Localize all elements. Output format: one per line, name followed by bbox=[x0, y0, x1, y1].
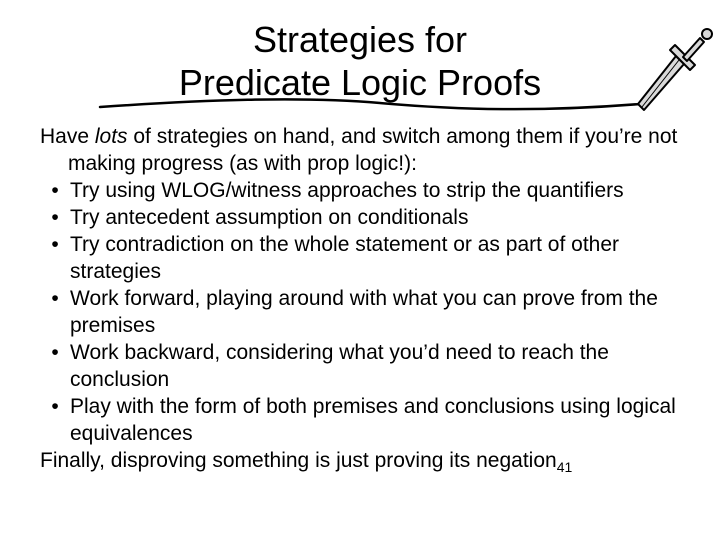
intro-text-start: Have bbox=[40, 125, 95, 148]
list-item bbox=[40, 231, 690, 285]
closing-paragraph bbox=[40, 447, 690, 481]
list-item-text: Try antecedent assumption on conditionals bbox=[70, 206, 469, 229]
closing-text: Finally, disproving something is just proving its negation bbox=[40, 449, 557, 472]
intro-text-end: of strategies on hand, and switch among them if you’re not making progress (as with prop logic!): bbox=[68, 125, 678, 175]
list-item bbox=[40, 393, 690, 447]
list-item bbox=[40, 339, 690, 393]
bullet-icon: • bbox=[51, 233, 59, 256]
bullet-icon: • bbox=[51, 395, 59, 418]
list-item bbox=[40, 285, 690, 339]
title-line-1: Strategies for bbox=[252, 19, 468, 60]
intro-emphasis: lots bbox=[94, 125, 128, 148]
page-number: 41 bbox=[556, 459, 573, 475]
list-item bbox=[40, 177, 690, 204]
slide-title bbox=[0, 18, 720, 104]
slide-body bbox=[40, 123, 690, 481]
sword-icon bbox=[628, 14, 718, 114]
list-item bbox=[40, 204, 690, 231]
bullet-icon: • bbox=[51, 206, 59, 229]
bullet-icon: • bbox=[51, 341, 59, 364]
strategy-list bbox=[40, 177, 690, 447]
list-item-text: Try using WLOG/witness approaches to strip the quantifiers bbox=[70, 179, 624, 202]
list-item-text: Work forward, playing around with what you can prove from the premises bbox=[70, 287, 658, 337]
bullet-icon: • bbox=[51, 287, 59, 310]
list-item-text: Try contradiction on the whole statement or as part of other strategies bbox=[70, 233, 620, 283]
list-item-text: Play with the form of both premises and conclusions using logical equivalences bbox=[70, 395, 676, 445]
title-line-2: Predicate Logic Proofs bbox=[178, 62, 542, 103]
list-item-text: Work backward, considering what you’d need to reach the conclusion bbox=[70, 341, 609, 391]
intro-paragraph bbox=[40, 123, 690, 177]
bullet-icon: • bbox=[51, 179, 59, 202]
